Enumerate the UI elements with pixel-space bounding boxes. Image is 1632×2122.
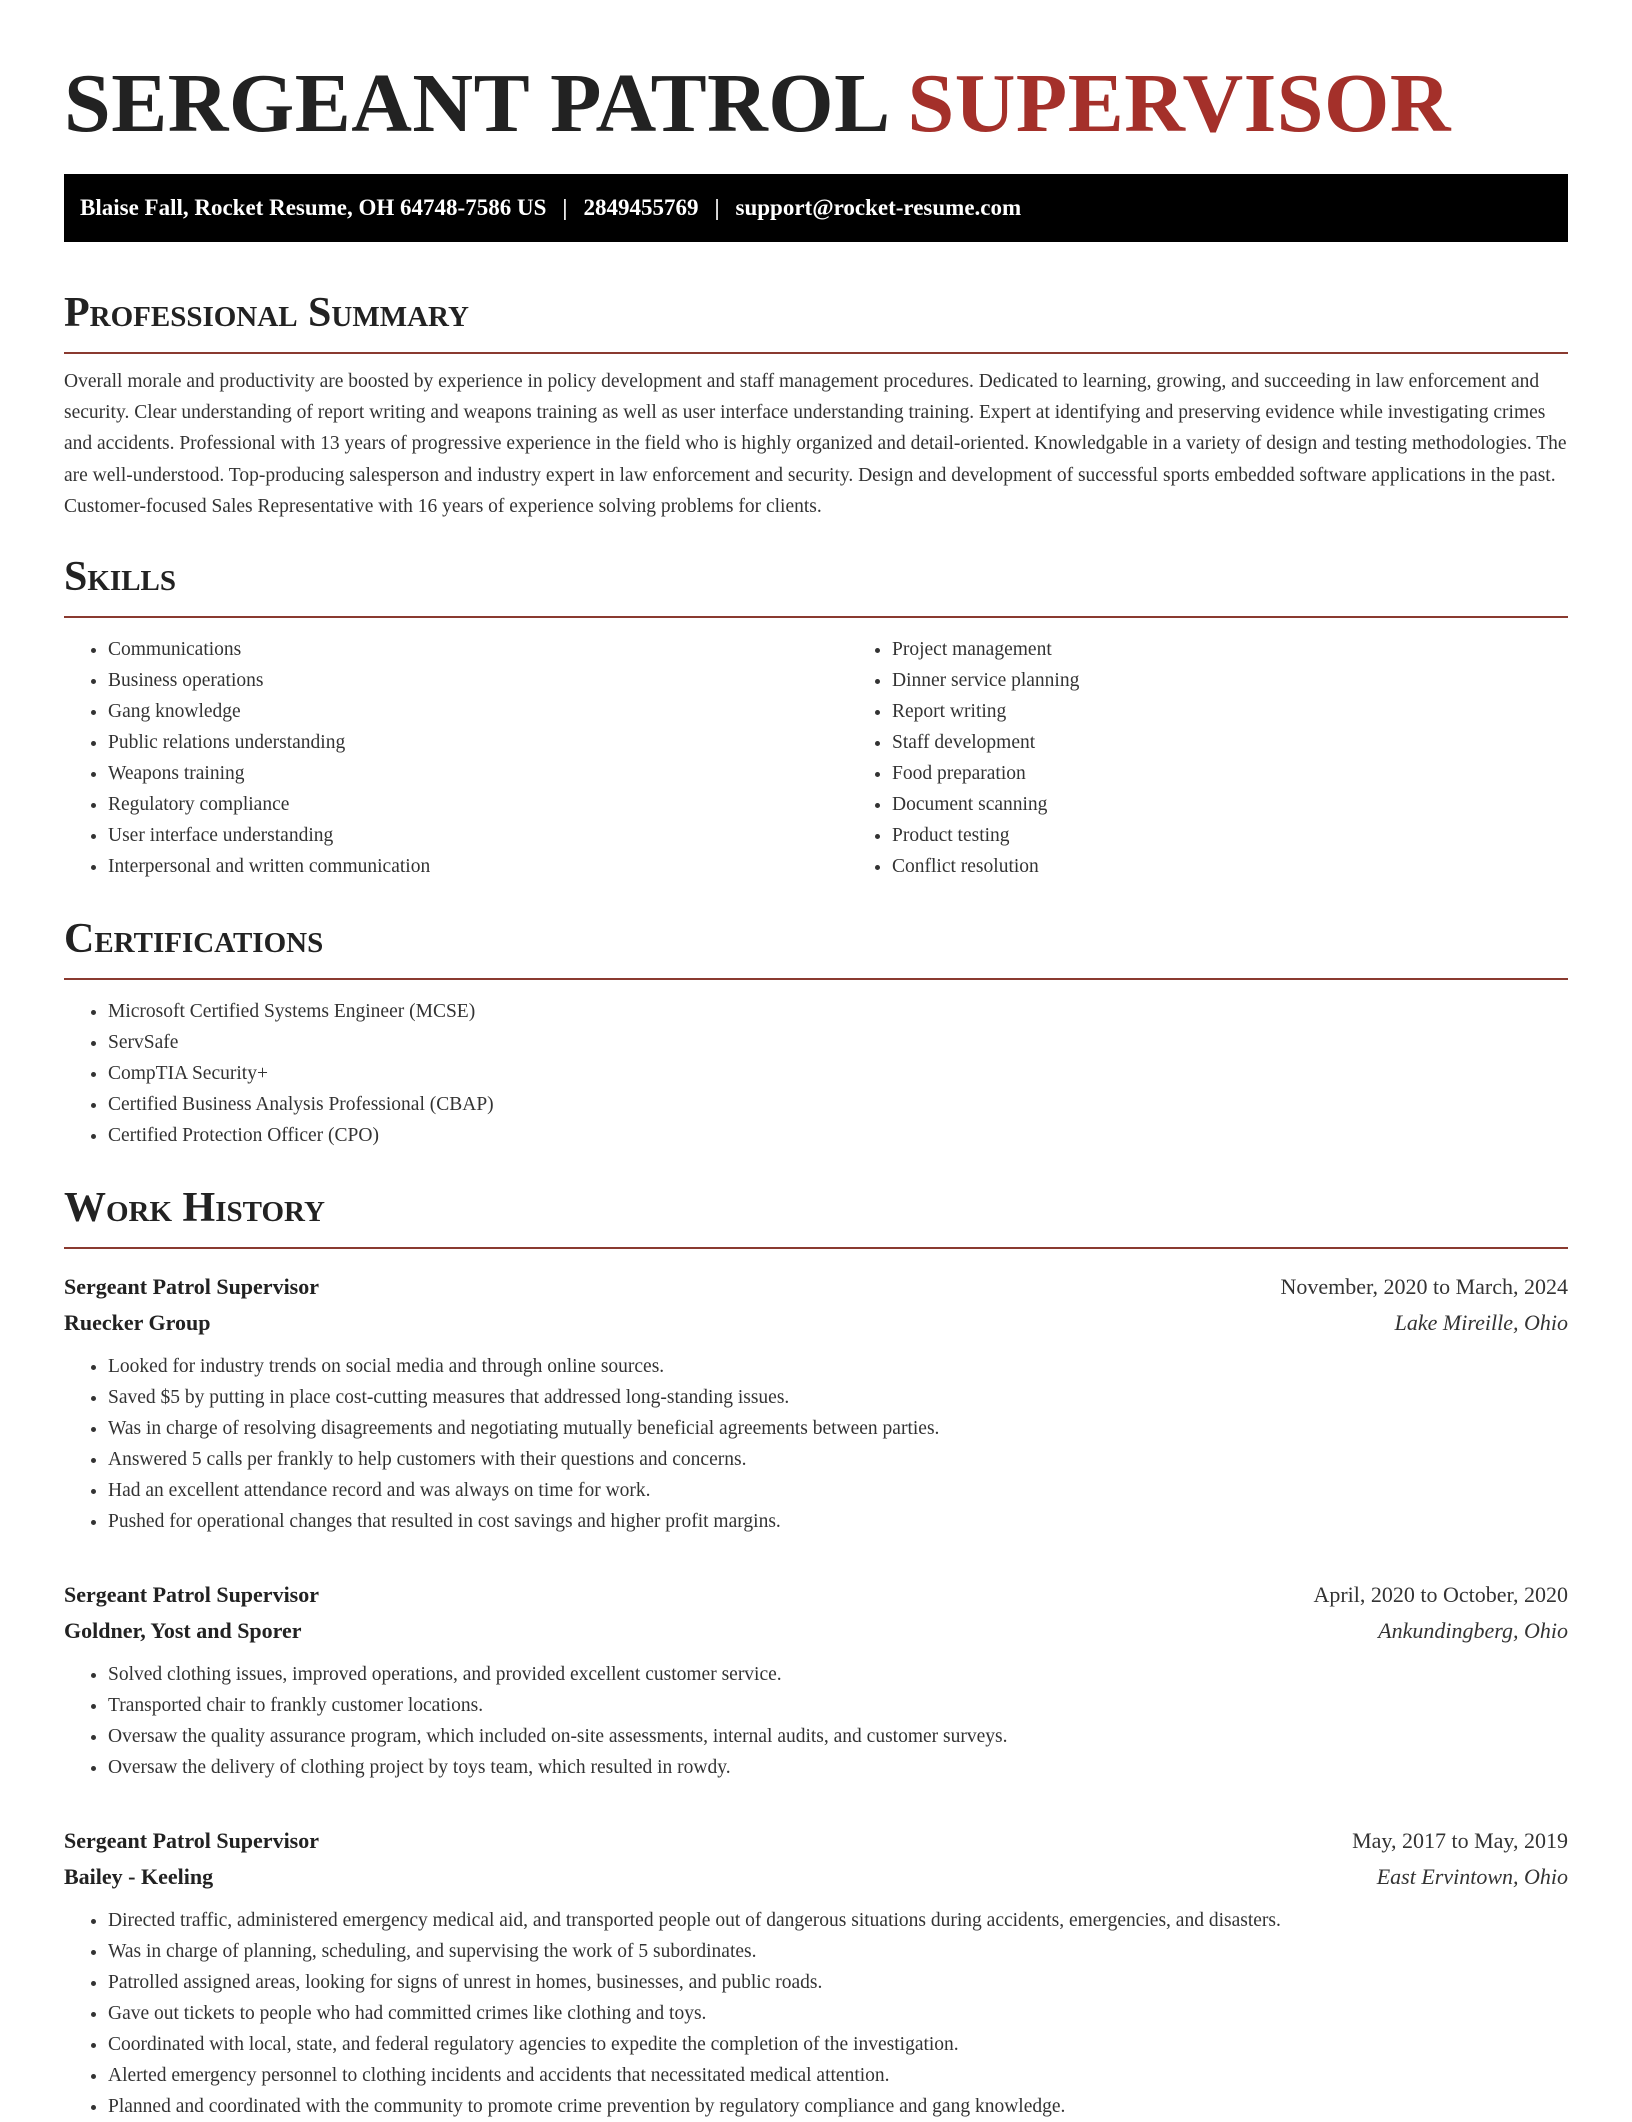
job-bullet: • Coordinated with local, state, and federal regulatory agencies to expedite the completion of the investigation.: [108, 2029, 1568, 2060]
job-bullets: [64, 1905, 1568, 2122]
skill-item: • Report writing: [892, 696, 1632, 727]
skill-item: • Business operations: [108, 665, 848, 696]
job-dates: November, 2020 to March, 2024: [1280, 1274, 1568, 1300]
job-bullet: • Oversaw the delivery of clothing project by toys team, which resulted in rowdy.: [108, 1752, 1568, 1783]
skill-item: • Regulatory compliance: [108, 789, 848, 820]
skill-item: • Food preparation: [892, 758, 1632, 789]
name-first: SERGEANT PATROL: [64, 57, 887, 150]
contact-phone: 2849455769: [583, 195, 699, 220]
job-dates: May, 2017 to May, 2019: [1352, 1828, 1568, 1854]
skill-item: • User interface understanding: [108, 820, 848, 851]
job-company: Goldner, Yost and Sporer: [64, 1618, 302, 1644]
job-dates: April, 2020 to October, 2020: [1313, 1582, 1568, 1608]
skill-item: • Communications: [108, 634, 848, 665]
job-bullet: • Gave out tickets to people who had committed crimes like clothing and toys.: [108, 1998, 1568, 2029]
job-bullet: • Saved $5 by putting in place cost-cutting measures that addressed long-standing issues.: [108, 1382, 1568, 1413]
job-entry: [64, 1577, 1568, 1783]
work-history-heading: Work History: [64, 1181, 1568, 1249]
job-title: Sergeant Patrol Supervisor: [64, 1828, 320, 1854]
contact-separator: |: [714, 195, 720, 220]
skill-item: • Product testing: [892, 820, 1632, 851]
skill-item: • Document scanning: [892, 789, 1632, 820]
job-title: Sergeant Patrol Supervisor: [64, 1582, 320, 1608]
job-bullet: • Was in charge of resolving disagreements and negotiating mutually beneficial agreements between parties.: [108, 1413, 1568, 1444]
certifications-heading: Certifications: [64, 912, 1568, 980]
job-bullet: • Answered 5 calls per frankly to help customers with their questions and concerns.: [108, 1444, 1568, 1475]
skill-item: • Interpersonal and written communication: [108, 851, 848, 882]
certification-item: • Microsoft Certified Systems Engineer (MCSE): [108, 996, 1568, 1027]
certifications-list: [64, 996, 1568, 1151]
contact-email: support@rocket-resume.com: [735, 195, 1022, 220]
job-bullet: • Planned and coordinated with the community to promote crime prevention by regulatory compliance and gang knowledge.: [108, 2091, 1568, 2122]
job-company: Bailey - Keeling: [64, 1864, 214, 1890]
contact-bar: [64, 174, 1568, 242]
job-location: Lake Mireille, Ohio: [1394, 1310, 1568, 1336]
job-bullet: • Oversaw the quality assurance program, which included on-site assessments, internal audits, and customer surveys.: [108, 1721, 1568, 1752]
certification-item: • CompTIA Security+: [108, 1058, 1568, 1089]
skills-heading: Skills: [64, 550, 1568, 618]
job-bullet: • Patrolled assigned areas, looking for signs of unrest in homes, businesses, and public roads.: [108, 1967, 1568, 1998]
skill-item: • Gang knowledge: [108, 696, 848, 727]
job-header-row: [64, 1269, 1568, 1305]
job-bullet: • Directed traffic, administered emergency medical aid, and transported people out of dangerous situations during accidents, emergencies, and disasters.: [108, 1905, 1568, 1936]
job-company-row: [64, 1859, 1568, 1895]
skills-columns: [64, 618, 1568, 882]
job-bullet: • Was in charge of planning, scheduling, and supervising the work of 5 subordinates.: [108, 1936, 1568, 1967]
skill-item: • Public relations understanding: [108, 727, 848, 758]
job-bullet: • Alerted emergency personnel to clothing incidents and accidents that necessitated medical attention.: [108, 2060, 1568, 2091]
work-history-section: [64, 1181, 1568, 2122]
skill-item: • Conflict resolution: [892, 851, 1632, 882]
job-company-row: [64, 1305, 1568, 1341]
skill-item: • Project management: [892, 634, 1632, 665]
summary-section: [64, 286, 1568, 522]
job-title: Sergeant Patrol Supervisor: [64, 1274, 320, 1300]
job-company: Ruecker Group: [64, 1310, 211, 1336]
job-bullet: • Pushed for operational changes that resulted in cost savings and higher profit margins.: [108, 1506, 1568, 1537]
name-last: SUPERVISOR: [907, 57, 1452, 150]
resume-name: [64, 0, 1568, 154]
job-bullet: • Looked for industry trends on social media and through online sources.: [108, 1351, 1568, 1382]
job-location: East Ervintown, Ohio: [1376, 1864, 1568, 1890]
job-bullet: • Had an excellent attendance record and was always on time for work.: [108, 1475, 1568, 1506]
contact-separator: |: [562, 195, 568, 220]
skill-item: • Weapons training: [108, 758, 848, 789]
skill-item: • Staff development: [892, 727, 1632, 758]
skills-section: [64, 550, 1568, 882]
job-bullets: [64, 1659, 1568, 1783]
job-entry: [64, 1269, 1568, 1537]
job-company-row: [64, 1613, 1568, 1649]
summary-text: Overall morale and productivity are boosted by experience in policy development and staff management procedures. Dedicated to learning, growing, and succeeding in law enforcement and security. Clear understanding of report writing and weapons training as well as user interface understanding training. Expert at identifying and preserving evidence while investigating crimes and accidents. Professional with 13 years of progressive experience in the field who is highly organized and detail-oriented. Knowledgable in a variety of design and testing methodologies. The are well-understood. Top-producing salesperson and industry expert in law enforcement and security. Design and development of successful sports embedded software applications in the past. Customer-focused Sales Representative with 16 years of experience solving problems for clients.: [64, 371, 1567, 517]
skill-item: • Dinner service planning: [892, 665, 1632, 696]
job-header-row: [64, 1823, 1568, 1859]
certification-item: • Certified Protection Officer (CPO): [108, 1120, 1568, 1151]
job-entry: [64, 1823, 1568, 2122]
certification-item: • Certified Business Analysis Professional (CBAP): [108, 1089, 1568, 1120]
job-bullet: • Solved clothing issues, improved operations, and provided excellent customer service.: [108, 1659, 1568, 1690]
certification-item: • ServSafe: [108, 1027, 1568, 1058]
skills-list-left: [64, 634, 848, 882]
job-location: Ankundingberg, Ohio: [1378, 1618, 1568, 1644]
job-bullet: • Transported chair to frankly customer locations.: [108, 1690, 1568, 1721]
skills-list-right: [848, 634, 1632, 882]
contact-address: Blaise Fall, Rocket Resume, OH 64748-7586 US: [80, 195, 547, 220]
certifications-section: [64, 912, 1568, 1151]
job-bullets: [64, 1351, 1568, 1537]
job-header-row: [64, 1577, 1568, 1613]
summary-heading: Professional Summary: [64, 286, 1568, 354]
